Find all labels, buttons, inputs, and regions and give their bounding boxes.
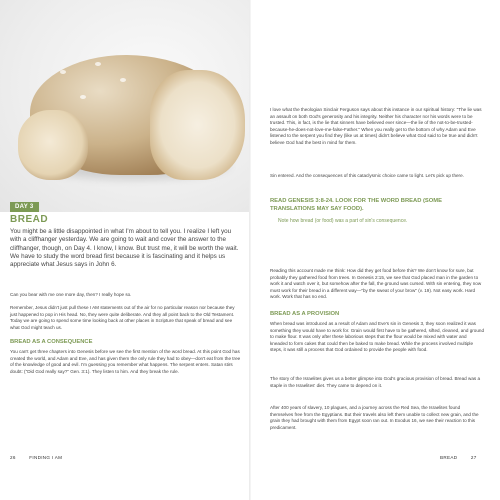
paragraph: I love what the theologian Sinclair Ferguson says about this instance in our spiritual history: "The lie was an assault on both God's generosity and his integrity. Neither his character nor his words were to be trusted. This, in fact, is the lie that sinners have believed ever since—the lie of the not-to-be-trusted-because-he-does-not-love-me-false-Father." When you really get to the bottom of why Adam and Eve listened to the serpent you find they (like us at times) didn't believe what God said to be true and didn't believe God had the best in mind for them.: [270, 107, 482, 145]
paragraph: Sin entered. And the consequences of this cataclysmic choice came to light. Let's pick up there.: [270, 173, 464, 178]
subheading: BREAD AS A CONSEQUENCE: [10, 339, 93, 345]
paragraph: When bread was introduced as a result of Adam and Eve's sin in Genesis 3, they soon realized it was something they would have to work for. Grain would first have to be gathered, sifted, cleaned, and ground to make flour. It was only after these laborious steps that the flour would be mixed with water and kneaded to form cakes that could then be baked to make bread. While the process involved multiple steps, it was still a process that God ordained to provide the people with food.: [270, 321, 484, 353]
paragraph: Reading this account made me think: How did they get food before this? We don't know for sure, but probably they gathered food from trees. In Genesis 2:15, we see that God placed man in the garden to work it and watch over it, but somehow after the fall, the ground was cursed. With sin entering, they now must work for their bread in a different way—"by the sweat of your brow" (v. 19). Not easy work. Hard work. Work that has no end.: [270, 268, 482, 300]
paragraph: You can't get three chapters into Genesis before we see the first mention of the word bread. At this point God has created the world, and Adam and Eve, and has given them the only rule they had to obey—don't eat from the tree of the knowledge of good and evil. I'm guessing you remember what happens. The serpent enters. Satan stirs doubt: ("Did God really say?" Gen. 3:1). They listen to him. And they break the rule.: [10, 349, 241, 374]
flour-speck: [60, 70, 66, 74]
note-prompt: Note how bread (or food) was a part of sin's consequence.: [278, 218, 408, 224]
subheading: BREAD AS A PROVISION: [270, 311, 340, 317]
paragraph: After 400 years of slavery, 10 plagues, and a journey across the Red Sea, the Israelites found themselves free from the Egyptians. But their travels also left them unable to collect new grain, and the grain they had brought with them from Egypt soon ran out. In Exodus 16, we see their reaction to this predicament.: [270, 405, 479, 430]
bread-crumb-half: [150, 70, 245, 180]
running-head: FINDING I AM: [29, 455, 63, 460]
flour-speck: [80, 95, 86, 99]
running-head: BREAD: [440, 455, 458, 460]
flour-speck: [120, 78, 126, 82]
section-title: BREAD: [10, 214, 49, 225]
paragraph: Remember, Jesus didn't just pull these I AM statements out of the air for no particular reason nor because they just happened to pop in His head. No, they were quite deliberate. And they all point back to the Old Testament. Today we are going to spend some time looking back at other places in Scripture that speak of bread and see what God might teach us.: [10, 305, 235, 330]
bread-slice: [18, 110, 88, 180]
left-footer: [10, 455, 62, 460]
bread-photo: [0, 0, 250, 212]
page-number: 26: [10, 455, 16, 460]
right-footer: [440, 455, 477, 460]
flour-speck: [95, 62, 101, 66]
page-number: 27: [470, 455, 477, 460]
paragraph: The story of the Israelites gives us a better glimpse into God's gracious provision of bread. Bread was a staple in the Israelites' diet. They came to depend on it.: [270, 376, 480, 388]
paragraph: Can you bear with me one more day, then? I really hope so.: [10, 292, 132, 297]
intro-paragraph: You might be a little disappointed in what I'm about to tell you. I realize I left you with a cliffhanger yesterday. We are going to wait and cover the answer to the cliffhanger, though, on Day 4. I know, I know. But trust me, it will be worth the wait. We have to study the word bread first because it is fascinating and it helps us appreciate what Jesus says in John 6.: [10, 228, 239, 269]
read-prompt: READ GENESIS 3:8-24. LOOK FOR THE WORD BREAD (SOME TRANSLATIONS MAY SAY FOOD).: [270, 198, 442, 212]
day-badge: DAY 3: [10, 202, 39, 212]
